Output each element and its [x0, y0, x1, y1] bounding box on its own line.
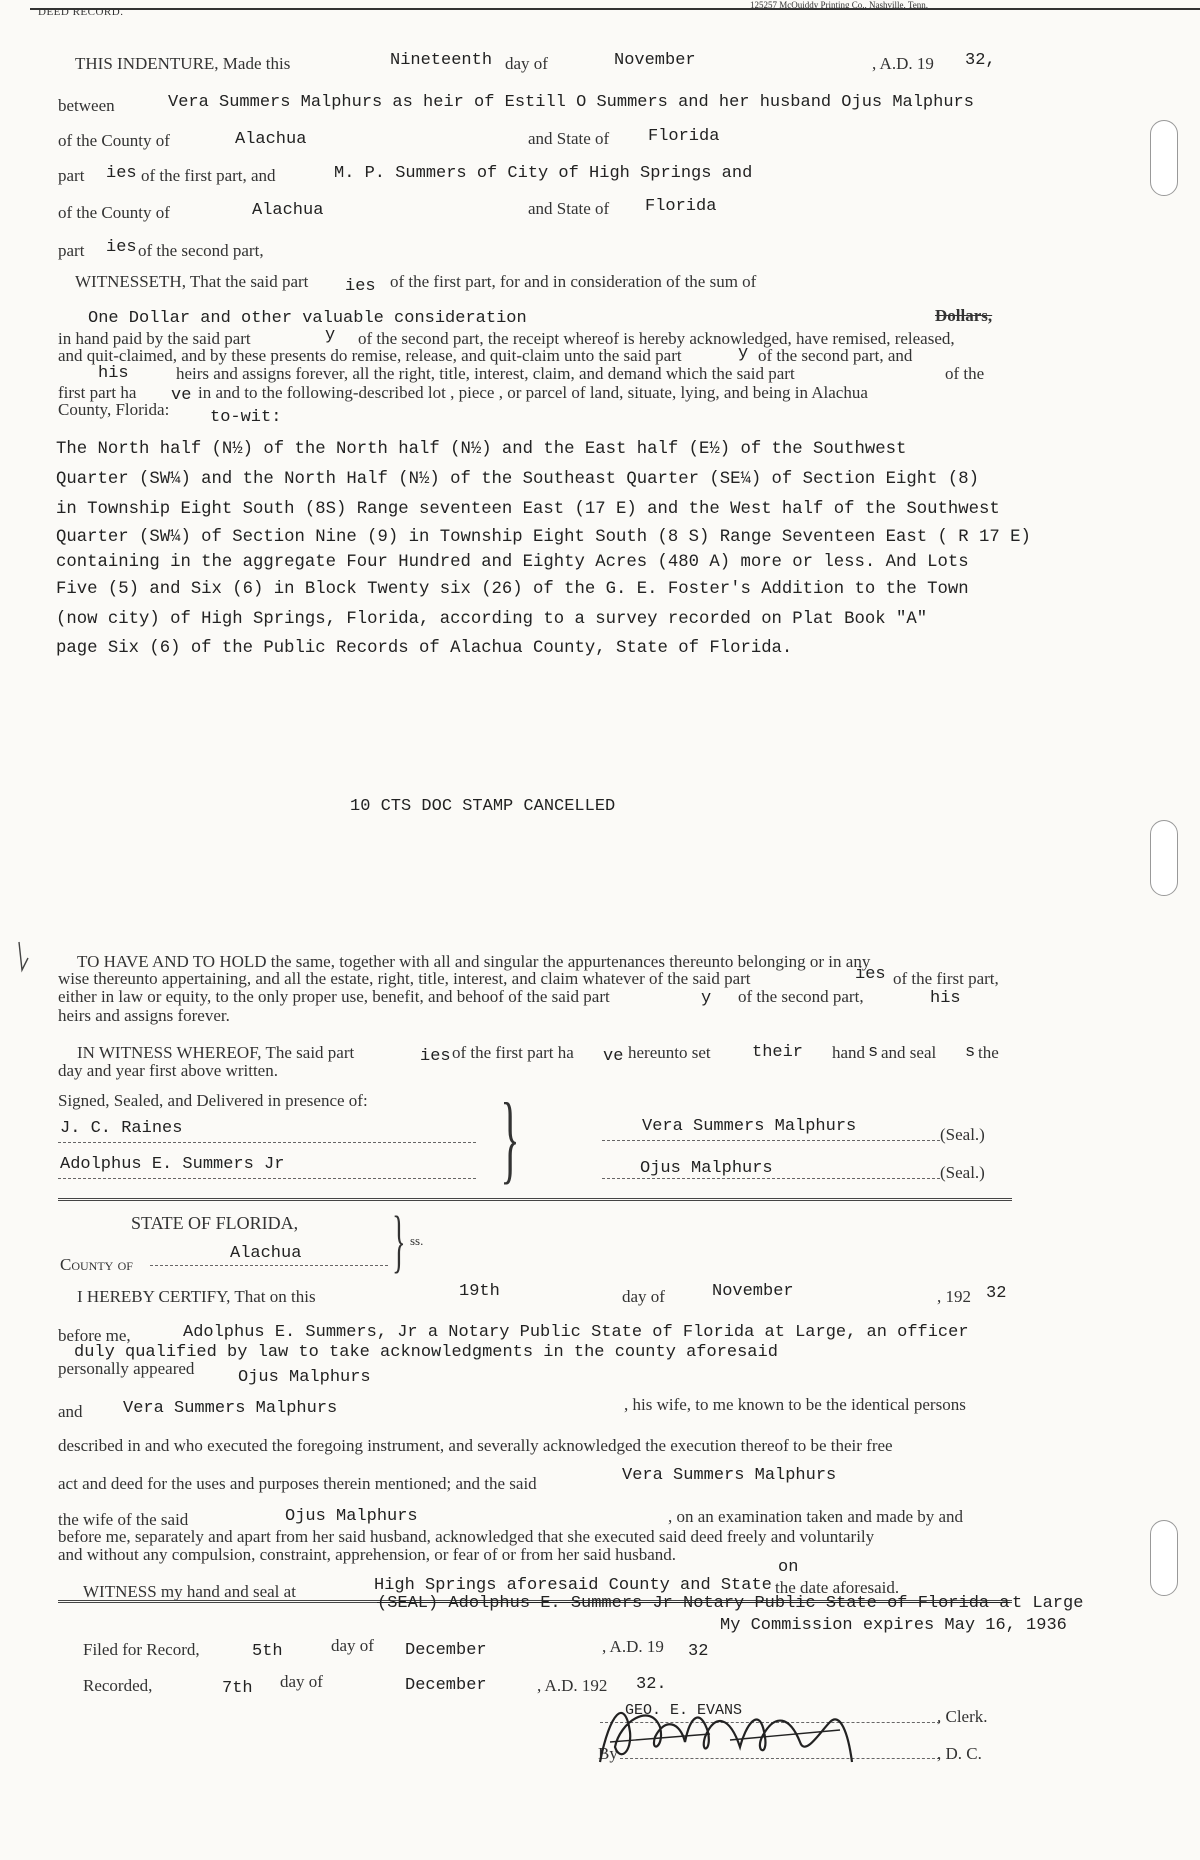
seal-label-2: (Seal.)	[940, 1163, 985, 1182]
in-witness-b: of the first part ha	[452, 1043, 574, 1062]
state-label-1: and State of	[528, 129, 610, 148]
ad-label: , A.D. 19	[872, 54, 934, 73]
on-label: on	[778, 1558, 799, 1577]
county-2: Alachua	[252, 201, 324, 220]
filed-ad: , A.D. 19	[602, 1637, 664, 1656]
witness-brace: }	[500, 1082, 520, 1193]
ack-county: Alachua	[230, 1244, 302, 1263]
witness-hand-label: WITNESS my hand and seal at	[83, 1582, 296, 1601]
signatory-1: Vera Summers Malphurs	[642, 1117, 857, 1136]
in-witness-a: IN WITNESS WHEREOF, The said part	[77, 1043, 355, 1062]
county-florida: County, Florida:	[58, 400, 170, 419]
binder-hole-middle	[1150, 820, 1178, 896]
county-1: Alachua	[235, 130, 307, 149]
before-me: before me,	[58, 1326, 131, 1345]
witnesseth-suffix: ies	[345, 277, 376, 296]
grantors: Vera Summers Malphurs as heir of Estill O Summers and her husband Ojus Malphurs	[168, 93, 974, 112]
habendum-his: his	[930, 989, 961, 1008]
commission-expires: My Commission expires May 16, 1936	[720, 1616, 1067, 1635]
grantee: M. P. Summers of City of High Springs and	[334, 164, 753, 183]
description-line: The North half (N½) of the North half (N½) and the East half (E½) of the Southwest	[56, 440, 907, 459]
in-witness-ve: ve	[603, 1047, 624, 1066]
in-witness-ies: ies	[420, 1047, 451, 1066]
part-label-2: part	[58, 241, 85, 260]
county-label-1: of the County of	[58, 131, 170, 150]
indenture-year: 32,	[965, 51, 996, 70]
lot-piece-line: in and to the following-described lot , piece , or parcel of land, situate, lying, and being in Alachua	[198, 383, 868, 402]
to-wit: to-wit:	[210, 408, 282, 427]
first-part-and: of the first part, and	[141, 166, 276, 185]
quitclaim-line-b: of the second part, and	[758, 346, 913, 365]
state-label-2: and State of	[528, 199, 610, 218]
heirs-line: heirs and assigns forever, all the right, title, interest, claim, and demand which the said part	[176, 364, 795, 383]
consideration: One Dollar and other valuable consideration	[88, 309, 527, 328]
recorded-label: Recorded,	[83, 1676, 153, 1695]
signatory-2: Ojus Malphurs	[640, 1159, 773, 1178]
in-witness-hand: hand	[832, 1043, 866, 1062]
recorded-day-of: day of	[280, 1672, 323, 1691]
section-divider	[58, 1198, 1012, 1201]
receipt-line-a: in hand paid by the said part	[58, 329, 251, 348]
notary-seal-line: (SEAL) Adolphus E. Summers Jr Notary Public State of Florida a	[377, 1594, 1010, 1613]
seal-label-1: (Seal.)	[940, 1125, 985, 1144]
habendum-2a: wise thereunto appertaining, and all the estate, right, title, interest, and claim whatever of the said part	[58, 969, 751, 988]
certify-yr-label: , 192	[937, 1287, 971, 1306]
habendum-4: heirs and assigns forever.	[58, 1006, 230, 1025]
quitclaim-y: y	[738, 344, 749, 363]
habendum-ies: ies	[855, 965, 886, 984]
doc-stamp-note: 10 CTS DOC STAMP CANCELLED	[350, 797, 616, 816]
officer-2: duly qualified by law to take acknowledgments in the county aforesaid	[74, 1343, 778, 1362]
indenture-day: Nineteenth	[390, 51, 493, 70]
filed-label: Filed for Record,	[83, 1640, 200, 1659]
certify-month: November	[712, 1282, 794, 1301]
printer-imprint: 125257 McQuiddy Printing Co., Nashville, Tenn.	[750, 0, 928, 10]
in-witness-d: and seal	[881, 1043, 937, 1062]
clerk-name: GEO. E. EVANS	[625, 1702, 743, 1719]
receipt-y: y	[325, 326, 336, 345]
heirs-his: his	[98, 364, 129, 383]
dc-label: , D. C.	[937, 1744, 982, 1763]
in-witness-s1: s	[868, 1043, 879, 1062]
ack-brace: }	[392, 1203, 406, 1280]
in-witness-e: the	[978, 1043, 999, 1062]
part-suffix-1: ies	[106, 164, 137, 183]
day-of-label: day of	[505, 54, 548, 73]
examination-line-2: before me, separately and apart from her said husband, acknowledged that she executed said deed freely and voluntarily	[58, 1527, 875, 1546]
certify-day: 19th	[459, 1282, 500, 1301]
wife-of-label: the wife of the said	[58, 1510, 189, 1529]
description-line: in Township Eight South (8S) Range seventeen East (17 E) and the West half of the Southwest	[56, 500, 1000, 519]
quitclaim-line-a: and quit-claimed, and by these presents do remise, release, and quit-claim unto the said part	[58, 346, 682, 365]
certify-label: I HEREBY CERTIFY, That on this	[77, 1287, 316, 1306]
examination-line-3: and without any compulsion, constraint, apprehension, or fear of or from her said husband.	[58, 1545, 676, 1564]
recorded-ad: , A.D. 192	[537, 1676, 608, 1695]
witnesseth-b: of the first part, for and in consideration of the sum of	[390, 272, 757, 291]
binder-hole-bottom	[1150, 1520, 1178, 1596]
habendum-3b: of the second part,	[738, 987, 864, 1006]
witness-2: Adolphus E. Summers Jr	[60, 1155, 285, 1174]
in-witness-their: their	[752, 1043, 804, 1062]
second-part-label: of the second part,	[138, 241, 264, 260]
witness-line-2	[58, 1178, 476, 1179]
description-line: page Six (6) of the Public Records of Alachua County, State of Florida.	[56, 639, 793, 658]
part-label: part	[58, 166, 85, 185]
certify-day-of: day of	[622, 1287, 665, 1306]
heirs-line-b: of the	[945, 364, 985, 383]
act-name: Vera Summers Malphurs	[622, 1466, 837, 1485]
act-deed-line: act and deed for the uses and purposes therein mentioned; and the said	[58, 1474, 537, 1493]
recorded-day: 7th	[222, 1679, 253, 1698]
and-label: and	[58, 1402, 83, 1421]
signed-sealed: Signed, Sealed, and Delivered in presence of:	[58, 1091, 368, 1110]
state-1: Florida	[648, 127, 720, 146]
description-line: Five (5) and Six (6) in Block Twenty six (26) of the G. E. Foster's Addition to the Town	[56, 580, 969, 599]
habendum-1: TO HAVE AND TO HOLD the same, together with all and singular the appurtenances thereunto belonging or in any	[77, 952, 871, 971]
examination-line: , on an examination taken and made by and	[668, 1507, 964, 1526]
indenture-month: November	[614, 51, 696, 70]
signature-line-2	[602, 1178, 940, 1179]
in-witness-s2: s	[965, 1043, 976, 1062]
habendum-y: y	[701, 989, 712, 1008]
recorded-year: 32.	[636, 1675, 667, 1694]
signature-line-1	[602, 1140, 940, 1141]
day-year-line: day and year first above written.	[58, 1061, 278, 1080]
binder-hole-top	[1150, 120, 1178, 196]
in-witness-c: hereunto set	[628, 1043, 711, 1062]
habendum-3a: either in law or equity, to the only proper use, benefit, and behoof of the said part	[58, 987, 610, 1006]
by-label: By	[598, 1744, 618, 1763]
state-2: Florida	[645, 197, 717, 216]
between-label: between	[58, 96, 115, 115]
part-suffix-2: ies	[106, 238, 137, 257]
receipt-line-b: of the second part, the receipt whereof is hereby acknowledged, have remised, released,	[358, 329, 955, 348]
first-part-ha: first part ha	[58, 383, 137, 402]
clerk-label: , Clerk.	[937, 1707, 988, 1726]
dollars-struck: Dollars,	[935, 306, 993, 325]
person-2: Vera Summers Malphurs	[123, 1399, 338, 1418]
description-line: containing in the aggregate Four Hundred and Eighty Acres (480 A) more or less. And Lots	[56, 553, 969, 572]
description-line: Quarter (SW¼) of Section Nine (9) in Township Eight South (8 S) Range Seventeen East ( R 17 E)	[56, 528, 1031, 547]
filed-day-of: day of	[331, 1636, 374, 1655]
description-line: (now city) of High Springs, Florida, according to a survey recorded on Plat Book "A"	[56, 610, 928, 629]
record-type-label: DEED RECORD.	[38, 6, 124, 18]
ack-county-line	[150, 1265, 388, 1266]
described-line: described in and who executed the foregoing instrument, and severally acknowledged the execution thereof to be their free	[58, 1436, 893, 1455]
officer: Adolphus E. Summers, Jr a Notary Public State of Florida at Large, an officer	[183, 1323, 969, 1342]
person-1: Ojus Malphurs	[238, 1368, 371, 1387]
ack-ss: ss.	[410, 1233, 424, 1248]
recorded-month: December	[405, 1676, 487, 1695]
habendum-2b: of the first part,	[893, 969, 999, 988]
witnesseth-a: WITNESSETH, That the said part	[75, 272, 309, 291]
witness-place: High Springs aforesaid County and State	[374, 1576, 772, 1595]
witness-1: J. C. Raines	[60, 1119, 183, 1138]
at-large: t Large	[1012, 1594, 1084, 1613]
filed-day: 5th	[252, 1642, 283, 1661]
witness-line-1	[58, 1142, 476, 1143]
deputy-clerk-signature	[590, 1692, 860, 1772]
county-label-2: of the County of	[58, 203, 170, 222]
date-aforesaid: the date aforesaid.	[775, 1578, 900, 1597]
filed-month: December	[405, 1641, 487, 1660]
his-wife-line: , his wife, to me known to be the identical persons	[624, 1395, 966, 1414]
wife-of-name: Ojus Malphurs	[285, 1507, 418, 1526]
personally-appeared: personally appeared	[58, 1359, 195, 1378]
header-rule	[30, 8, 1200, 10]
first-part-ve: ve	[171, 386, 192, 405]
certify-yr: 32	[986, 1284, 1007, 1303]
margin-check-mark	[14, 940, 34, 980]
indenture-intro: THIS INDENTURE, Made this	[75, 54, 291, 73]
ack-county-label: County of	[60, 1255, 133, 1274]
ack-state: STATE OF FLORIDA,	[131, 1213, 299, 1233]
filed-year: 32	[688, 1642, 709, 1661]
description-line: Quarter (SW¼) and the North Half (N½) of the Southeast Quarter (SE¼) of Section Eight (8)	[56, 470, 979, 489]
